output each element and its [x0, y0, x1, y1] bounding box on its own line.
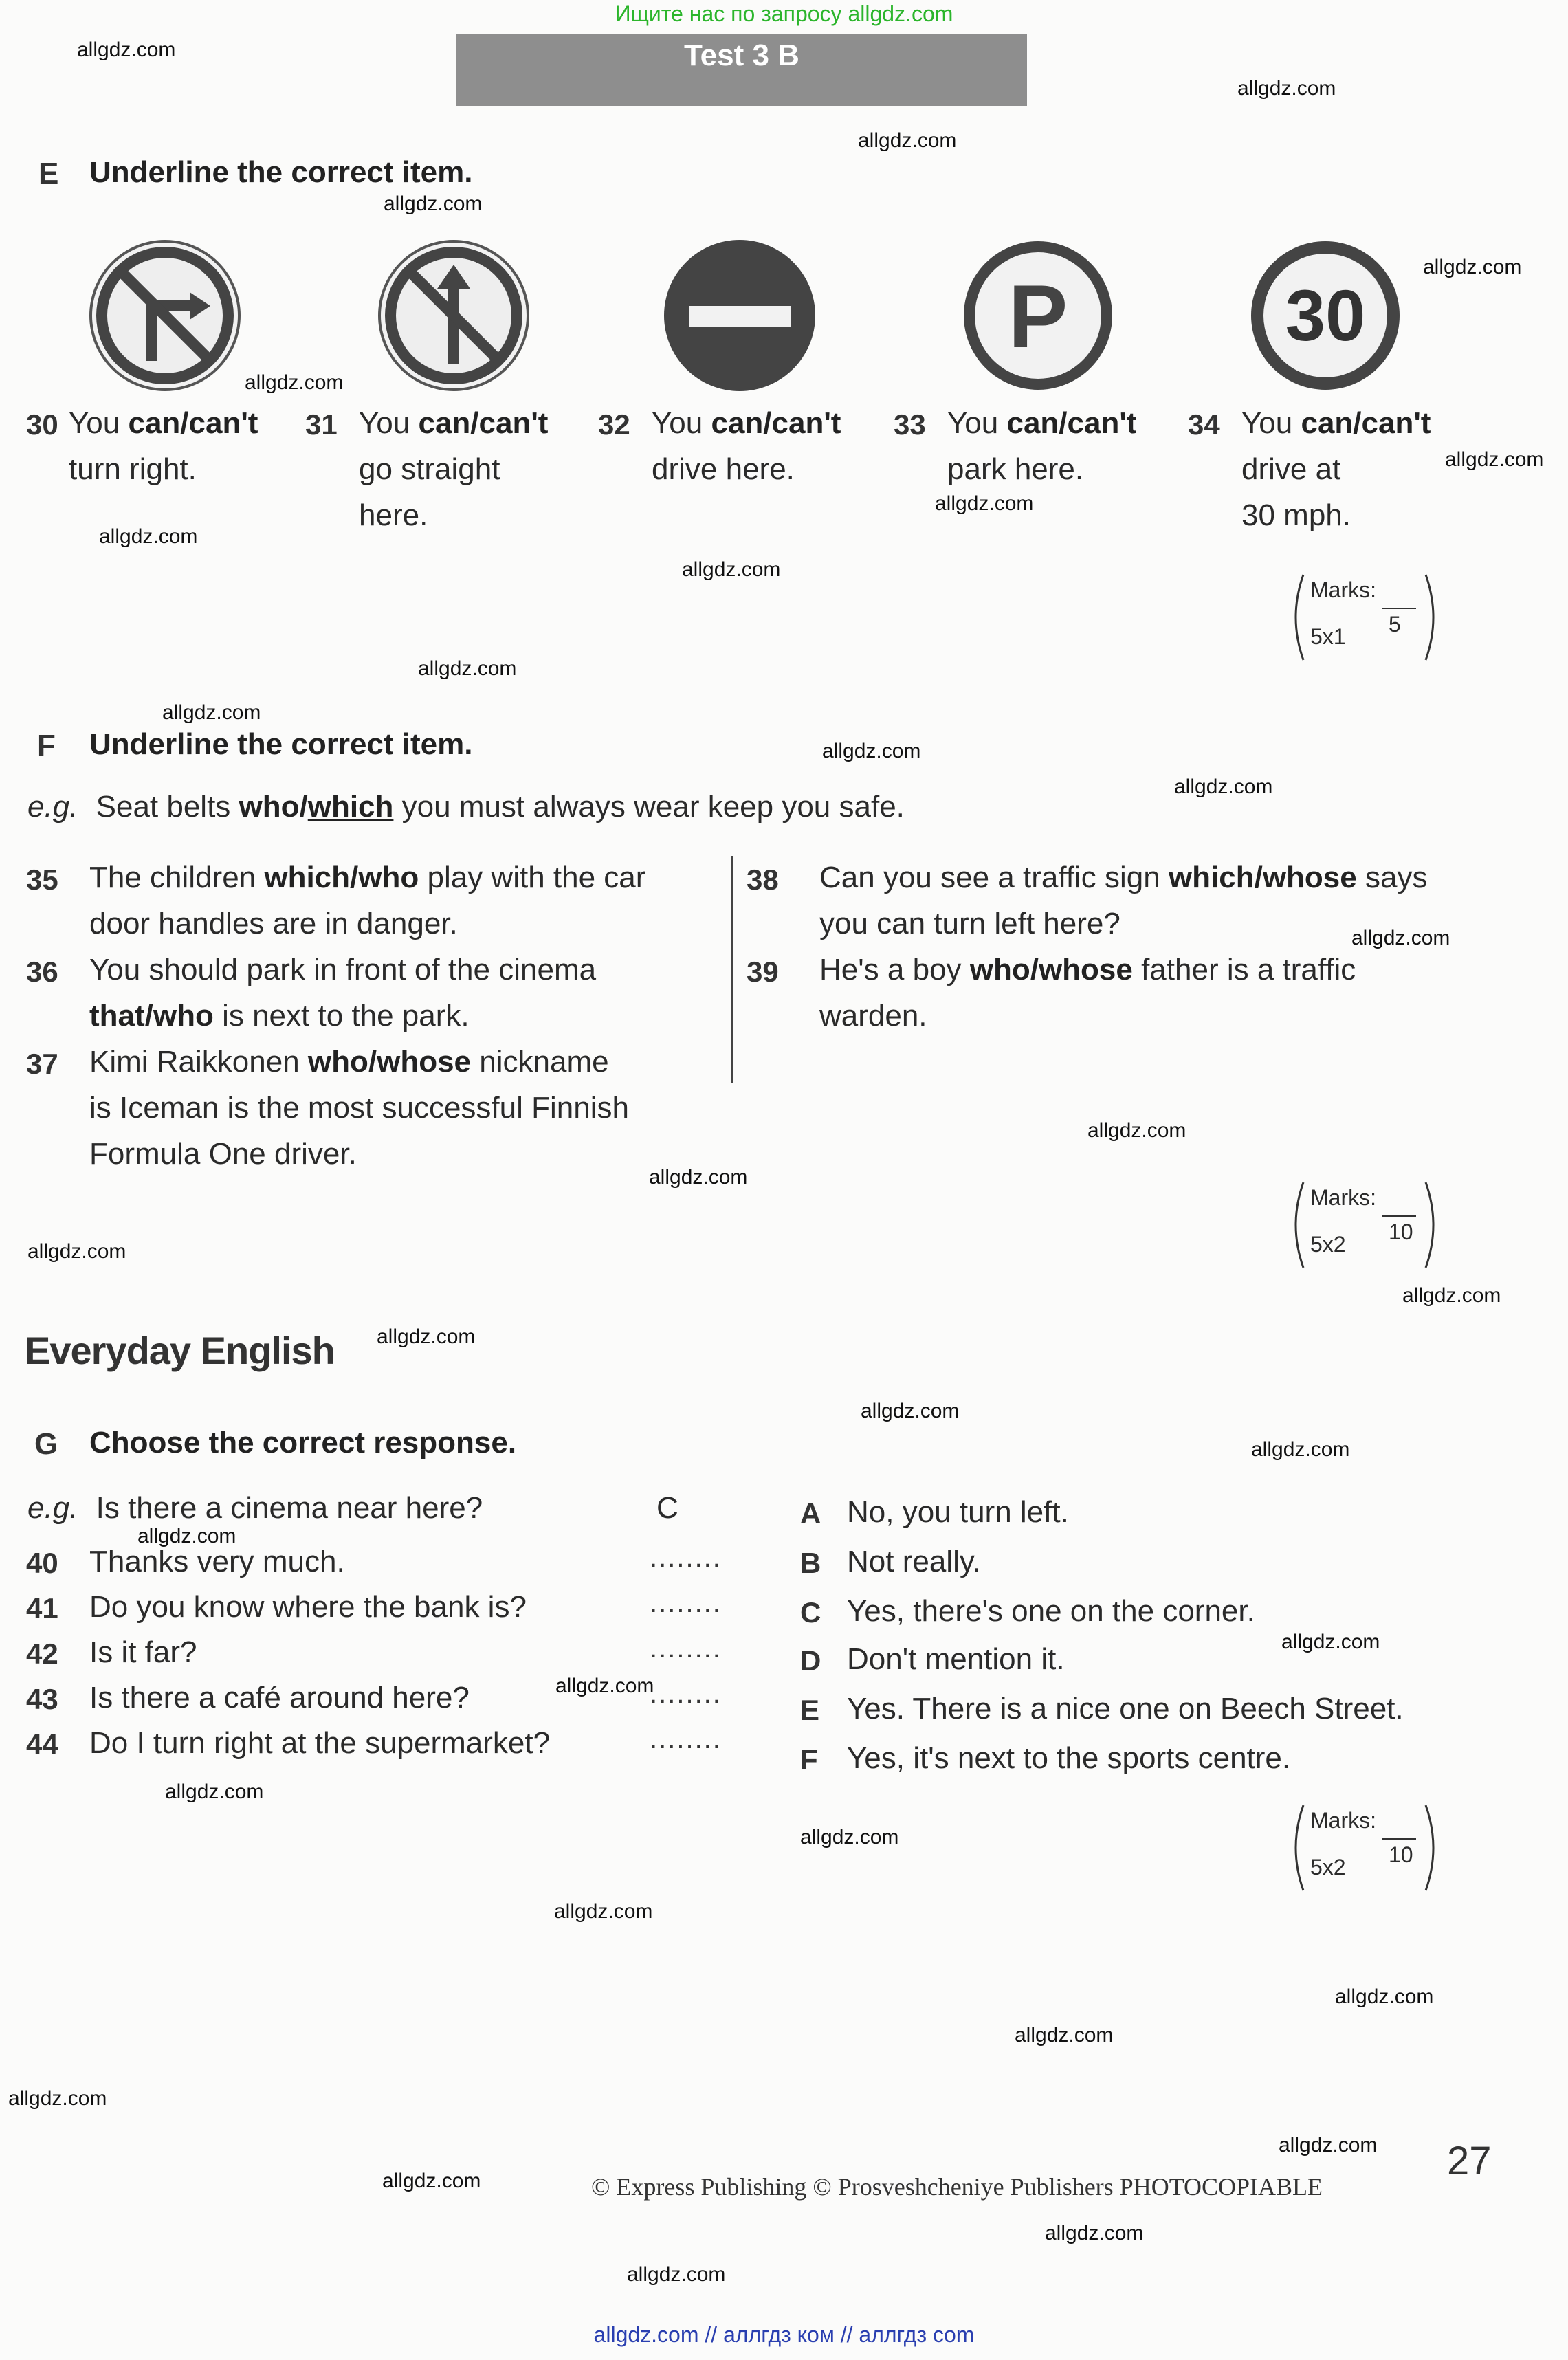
item-32-line2: drive here. — [652, 452, 795, 486]
q43-number: 43 — [26, 1683, 58, 1715]
watermark: allgdz.com — [1015, 2024, 1114, 2047]
eg-label: e.g. — [27, 1491, 78, 1525]
item-35-line2: door handles are in danger. — [89, 907, 458, 940]
watermark: allgdz.com — [649, 1166, 748, 1189]
watermark: allgdz.com — [137, 1525, 236, 1547]
watermark: allgdz.com — [682, 558, 781, 581]
marks-label: Marks: — [1310, 577, 1376, 602]
item-37-line2: is Iceman is the most successful Finnish — [89, 1091, 629, 1125]
item-39-post: father is a traffic — [1132, 953, 1356, 986]
q42-text: Is it far? — [89, 1635, 197, 1669]
section-f-instruction: Underline the correct item. — [89, 727, 473, 761]
watermark: allgdz.com — [99, 525, 198, 548]
item-34-line2: drive at — [1241, 452, 1341, 486]
item-38-choice[interactable]: which/whose — [1168, 861, 1357, 894]
watermark: allgdz.com — [1279, 2134, 1378, 2157]
watermark: allgdz.com — [1445, 448, 1544, 471]
q40-text: Thanks very much. — [89, 1545, 345, 1578]
speed-limit-icon — [1247, 237, 1404, 394]
item-37-text — [89, 1039, 722, 1177]
column-divider — [731, 856, 733, 1083]
item-30-line2: turn right. — [69, 452, 197, 486]
watermark: allgdz.com — [418, 657, 517, 680]
watermark: allgdz.com — [858, 129, 957, 152]
item-33-text — [947, 400, 1174, 492]
q44-number: 44 — [26, 1728, 58, 1761]
eg-answer: C — [656, 1491, 678, 1525]
answer-c-text: Yes, there's one on the corner. — [847, 1594, 1255, 1628]
copyright-footer: © Express Publishing © Prosveshcheniye Publishers PHOTOCOPIABLE — [591, 2173, 1323, 2201]
watermark: allgdz.com — [1251, 1438, 1350, 1461]
q43-answer-blank[interactable]: ........ — [650, 1679, 722, 1709]
eg-post: you must always wear keep you safe. — [393, 790, 905, 824]
bottom-banner[interactable]: allgdz.com // аллгдз ком // аллгдз com — [593, 2322, 975, 2347]
answer-b-text: Not really. — [847, 1545, 981, 1578]
q43-text: Is there a café around here? — [89, 1681, 470, 1714]
watermark: allgdz.com — [555, 1675, 654, 1697]
marks-blank[interactable] — [1382, 1215, 1416, 1217]
q44-answer-blank[interactable]: ........ — [650, 1724, 722, 1754]
item-30-choice[interactable]: can/can't — [128, 406, 258, 440]
marks-blank[interactable] — [1382, 608, 1416, 609]
watermark: allgdz.com — [1402, 1284, 1501, 1307]
q42-number: 42 — [26, 1637, 58, 1670]
watermark: allgdz.com — [935, 492, 1034, 515]
q41-answer-blank[interactable]: ........ — [650, 1588, 722, 1618]
item-37-line3: Formula One driver. — [89, 1137, 357, 1171]
q44-text: Do I turn right at the supermarket? — [89, 1726, 551, 1760]
no-straight-ahead-icon — [375, 237, 532, 394]
answer-d-text: Don't mention it. — [847, 1642, 1065, 1676]
watermark: allgdz.com — [1045, 2222, 1144, 2245]
item-34-line3: 30 mph. — [1241, 498, 1351, 532]
marks-box-g — [1285, 1800, 1444, 1896]
everyday-english-heading: Everyday English — [25, 1329, 335, 1372]
section-g-letter: G — [34, 1427, 58, 1461]
parking-sign-text: P — [1008, 266, 1068, 366]
item-30-text — [69, 400, 296, 492]
watermark: allgdz.com — [1281, 1631, 1380, 1653]
item-32-text — [652, 400, 879, 492]
eg-question: Is there a cinema near here? — [96, 1491, 483, 1525]
watermark: allgdz.com — [1335, 1985, 1434, 2008]
item-34-choice[interactable]: can/can't — [1301, 406, 1431, 440]
watermark: allgdz.com — [800, 1826, 899, 1849]
item-35-choice[interactable]: which/who — [264, 861, 419, 894]
watermark: allgdz.com — [1423, 256, 1522, 278]
watermark: allgdz.com — [8, 2087, 107, 2110]
item-39-number: 39 — [747, 956, 779, 988]
answer-a-letter: A — [800, 1497, 821, 1530]
marks-label: Marks: — [1310, 1185, 1376, 1210]
item-38-number: 38 — [747, 863, 779, 896]
item-34-text — [1241, 400, 1468, 538]
marks-label: Marks: — [1310, 1808, 1376, 1833]
watermark: allgdz.com — [382, 2170, 481, 2192]
q42-answer-blank[interactable]: ........ — [650, 1633, 722, 1664]
item-36-post: is next to the park. — [213, 999, 470, 1033]
answer-e-letter: E — [800, 1694, 820, 1726]
item-38-pre: Can you see a traffic sign — [819, 861, 1169, 894]
item-31-choice[interactable]: can/can't — [418, 406, 549, 440]
item-38-post: says — [1356, 861, 1428, 894]
section-e-letter: E — [38, 157, 59, 190]
item-31-pre: You — [359, 406, 419, 440]
speed-sign-text: 30 — [1285, 276, 1366, 356]
item-31-number: 31 — [305, 408, 338, 441]
parking-icon — [960, 237, 1116, 394]
watermark: allgdz.com — [1237, 77, 1336, 100]
item-31-line3: here. — [359, 498, 428, 532]
item-34-number: 34 — [1188, 408, 1220, 441]
watermark: allgdz.com — [245, 371, 344, 394]
watermark: allgdz.com — [861, 1400, 960, 1422]
section-f-letter: F — [37, 729, 56, 762]
marks-factor: 5x2 — [1310, 1232, 1346, 1257]
watermark: allgdz.com — [27, 1240, 126, 1263]
item-37-number: 37 — [26, 1048, 58, 1080]
item-31-line2: go straight — [359, 452, 500, 486]
eg-which: which — [307, 790, 394, 824]
answer-b-letter: B — [800, 1547, 821, 1579]
eg-label: e.g. — [27, 790, 78, 824]
q40-answer-blank[interactable]: ........ — [650, 1543, 722, 1573]
item-30-number: 30 — [26, 408, 58, 441]
item-35-post: play with the car — [419, 861, 646, 894]
marks-factor: 5x2 — [1310, 1855, 1346, 1879]
section-g-instruction: Choose the correct response. — [89, 1426, 517, 1459]
eg-pre: Seat belts — [96, 790, 239, 824]
top-banner: Ищите нас по запросу allgdz.com — [615, 1, 953, 26]
answer-f-text: Yes, it's next to the sports centre. — [847, 1741, 1291, 1775]
section-f-example — [27, 784, 990, 830]
watermark: allgdz.com — [165, 1780, 264, 1803]
item-33-choice[interactable]: can/can't — [1006, 406, 1137, 440]
item-37-pre: Kimi Raikkonen — [89, 1045, 308, 1079]
item-33-line2: park here. — [947, 452, 1084, 486]
watermark: allgdz.com — [77, 38, 176, 61]
watermark: allgdz.com — [162, 701, 261, 724]
item-36-pre: You should park in front of the cinema — [89, 953, 597, 986]
item-30-pre: You — [69, 406, 129, 440]
marks-blank[interactable] — [1382, 1838, 1416, 1840]
item-39-pre: He's a boy — [819, 953, 970, 986]
item-33-pre: You — [947, 406, 1007, 440]
item-33-number: 33 — [894, 408, 926, 441]
item-37-choice[interactable]: who/whose — [307, 1045, 472, 1079]
section-g-example — [27, 1485, 715, 1531]
marks-total: 10 — [1389, 1220, 1413, 1244]
marks-total: 10 — [1389, 1842, 1413, 1867]
item-31-text — [359, 400, 586, 538]
answer-d-letter: D — [800, 1644, 821, 1677]
watermark: allgdz.com — [554, 1900, 653, 1923]
marks-box-f — [1285, 1177, 1444, 1273]
answer-f-letter: F — [800, 1743, 818, 1776]
item-35-text — [89, 854, 722, 947]
item-39-line2: warden. — [819, 999, 927, 1033]
item-32-pre: You — [652, 406, 711, 440]
watermark: allgdz.com — [1087, 1119, 1186, 1142]
item-34-pre: You — [1241, 406, 1301, 440]
item-32-number: 32 — [598, 408, 630, 441]
watermark: allgdz.com — [627, 2263, 726, 2286]
test-title: Test 3 B — [456, 34, 1027, 106]
item-36-text — [89, 947, 722, 1039]
item-35-number: 35 — [26, 863, 58, 896]
answer-a-text: No, you turn left. — [847, 1495, 1069, 1529]
item-38-line2: you can turn left here? — [819, 907, 1120, 940]
marks-box-e — [1285, 569, 1444, 665]
marks-total: 5 — [1389, 612, 1401, 637]
answer-c-letter: C — [800, 1596, 821, 1629]
q41-number: 41 — [26, 1592, 58, 1624]
marks-factor: 5x1 — [1310, 624, 1346, 649]
answer-e-text: Yes. There is a nice one on Beech Street. — [847, 1692, 1404, 1725]
page-number: 27 — [1447, 2139, 1492, 2183]
watermark: allgdz.com — [384, 192, 483, 215]
watermark: allgdz.com — [1351, 927, 1450, 949]
item-37-post: nickname — [471, 1045, 609, 1079]
q40-number: 40 — [26, 1547, 58, 1579]
watermark: allgdz.com — [377, 1325, 476, 1348]
item-32-choice[interactable]: can/can't — [711, 406, 841, 440]
eg-who: who/ — [239, 790, 308, 824]
no-entry-icon — [661, 237, 818, 394]
item-39-choice[interactable]: who/whose — [969, 953, 1133, 986]
watermark: allgdz.com — [822, 740, 921, 762]
item-36-choice[interactable]: that/who — [89, 999, 214, 1033]
item-36-number: 36 — [26, 956, 58, 988]
q41-text: Do you know where the bank is? — [89, 1590, 527, 1624]
item-35-pre: The children — [89, 861, 265, 894]
no-right-turn-icon — [87, 237, 243, 394]
item-39-text — [819, 947, 1548, 1039]
section-e-instruction: Underline the correct item. — [89, 155, 473, 189]
watermark: allgdz.com — [1174, 775, 1273, 798]
